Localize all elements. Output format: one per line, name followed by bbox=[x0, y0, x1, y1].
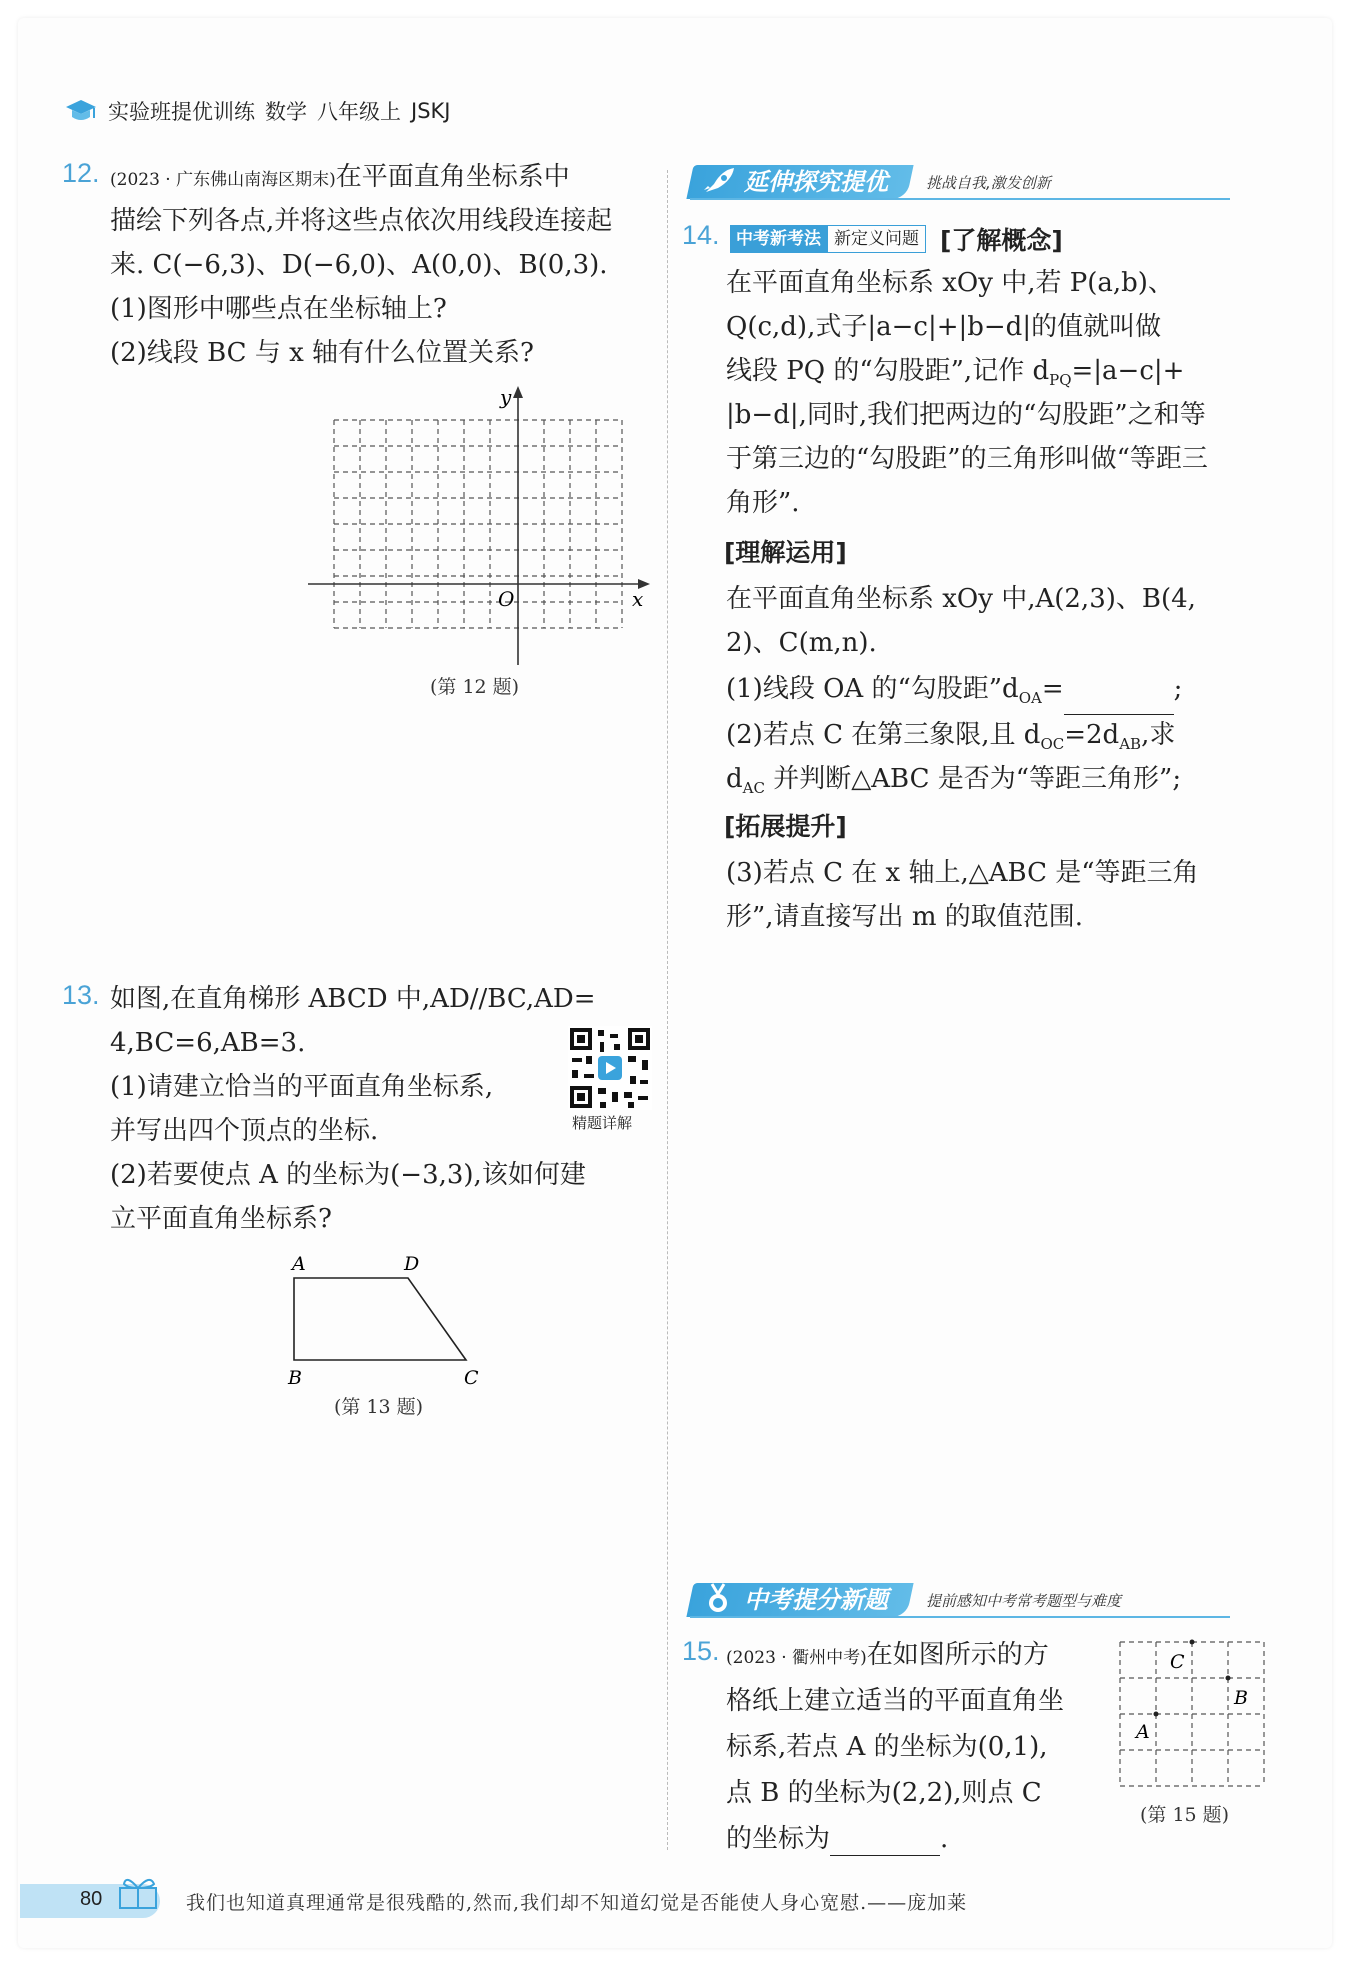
q13-trapezoid-figure bbox=[280, 1248, 500, 1388]
q14-part2 bbox=[726, 718, 1175, 761]
section-band-explore bbox=[690, 164, 1051, 200]
answer-blank[interactable] bbox=[1064, 686, 1174, 715]
edition-code: JSKJ bbox=[411, 99, 451, 123]
q14-subscript: AB bbox=[1119, 735, 1142, 754]
q14-text: 并判断△ABC 是否为“等距三角形”; bbox=[764, 764, 1182, 794]
q14-subscript: OA bbox=[1018, 689, 1042, 708]
q14-part3-cont: 形”,请直接写出 m 的取值范围. bbox=[726, 902, 1084, 932]
gift-box-icon bbox=[110, 1870, 170, 1914]
q15-text: . bbox=[940, 1824, 949, 1854]
point-label-c: C bbox=[1170, 1651, 1185, 1673]
question-number: 13. bbox=[62, 980, 100, 1010]
q14-concept-line: Q(c,d),式子|a−c|+|b−d|的值就叫做 bbox=[726, 312, 1162, 342]
q15-caption: (第 15 题) bbox=[1140, 1804, 1230, 1826]
q15-grid-lines bbox=[1120, 1642, 1264, 1786]
section-title: 延伸探究提优 bbox=[744, 168, 888, 196]
q14-apply-line: 在平面直角坐标系 xOy 中,A(2,3)、B(4, bbox=[726, 584, 1196, 614]
q14-tags bbox=[730, 221, 1063, 257]
footer-quote: 我们也知道真理通常是很残酷的,然而,我们却不知道幻觉是否能使人身心宽慰.——庞加莱 bbox=[186, 1892, 968, 1914]
q15-text-line: 标系,若点 A 的坐标为(0,1), bbox=[726, 1732, 1048, 1762]
q13-part2-cont: 立平面直角坐标系? bbox=[110, 1204, 332, 1234]
q12-text-line: 在平面直角坐标系中 bbox=[335, 162, 570, 192]
point-label-b: B bbox=[1234, 1687, 1248, 1709]
vertex-label-d: D bbox=[404, 1253, 420, 1275]
q15-first-line bbox=[726, 1638, 1049, 1675]
q14-text: = bbox=[1041, 674, 1064, 704]
q13-part1-cont: 并写出四个顶点的坐标. bbox=[110, 1116, 379, 1146]
q13-text-line: 如图,在直角梯形 ABCD 中,AD//BC,AD= bbox=[110, 984, 596, 1014]
grade-label: 八年级上 bbox=[317, 100, 401, 124]
q14-subscript: PQ bbox=[1049, 371, 1072, 390]
q15-grid-figure bbox=[1112, 1636, 1272, 1796]
q15-text-line bbox=[726, 1822, 948, 1856]
q15-text: 的坐标为 bbox=[726, 1824, 831, 1854]
q14-part3: (3)若点 C 在 x 轴上,△ABC 是“等距三角 bbox=[726, 858, 1199, 888]
q13-text-line: 4,BC=6,AB=3. bbox=[110, 1028, 306, 1058]
q14-concept-line bbox=[726, 354, 1184, 397]
question-number: 12. bbox=[62, 158, 100, 188]
x-axis-label: x bbox=[632, 587, 644, 611]
q12-source: (2023 · 广东佛山南海区期末) bbox=[110, 170, 336, 190]
q14-text: (1)线段 OA 的“勾股距”d bbox=[726, 674, 1019, 704]
heading-concept: [了解概念] bbox=[940, 226, 1063, 255]
section-subtitle: 提前感知中考常考题型与难度 bbox=[926, 1591, 1122, 1610]
heading-extend: [拓展提升] bbox=[724, 812, 847, 841]
heading-apply: [理解运用] bbox=[724, 538, 847, 567]
q14-text: (2)若点 C 在第三象限,且 d bbox=[726, 720, 1041, 750]
medal-icon bbox=[702, 1582, 736, 1616]
q14-concept-line: |b−d|,同时,我们把两边的“勾股距”之和等 bbox=[726, 400, 1206, 430]
section-underline bbox=[690, 1616, 1230, 1618]
q12-grid-lines bbox=[334, 420, 622, 628]
qr-code-icon[interactable] bbox=[568, 1026, 652, 1110]
origin-label: O bbox=[498, 587, 515, 611]
point-label-a: A bbox=[1136, 1721, 1150, 1743]
q12-grid-figure bbox=[300, 380, 660, 670]
q14-concept-line: 于第三边的“勾股距”的三角形叫做“等距三 bbox=[726, 444, 1208, 474]
q13-part1: (1)请建立恰当的平面直角坐标系, bbox=[110, 1072, 494, 1102]
q14-part1 bbox=[726, 672, 1182, 715]
q14-concept-line: 角形”. bbox=[726, 488, 800, 518]
point-a bbox=[1154, 1712, 1159, 1717]
point-c bbox=[1190, 1640, 1195, 1645]
qr-label: 精题详解 bbox=[572, 1114, 633, 1132]
series-title: 实验班提优训练 bbox=[108, 100, 255, 124]
answer-blank[interactable] bbox=[830, 1827, 940, 1856]
section-title: 中考提分新题 bbox=[744, 1586, 888, 1614]
q14-text: =2d bbox=[1064, 720, 1120, 750]
q14-subscript: OC bbox=[1040, 735, 1065, 754]
page-header bbox=[64, 94, 451, 128]
question-number: 14. bbox=[682, 220, 720, 250]
q12-text-line: 描绘下列各点,并将这些点依次用线段连接起 bbox=[110, 206, 613, 236]
q13-caption: (第 13 题) bbox=[334, 1396, 424, 1418]
q12-part2: (2)线段 BC 与 x 轴有什么位置关系? bbox=[110, 338, 534, 368]
q14-text: ,求 bbox=[1141, 720, 1176, 750]
q15-text-line: 格纸上建立适当的平面直角坐 bbox=[726, 1686, 1065, 1716]
y-axis-arrow bbox=[513, 386, 523, 398]
q14-part2-cont bbox=[726, 762, 1181, 805]
tag-new-definition: 新定义问题 bbox=[827, 225, 926, 253]
vertex-label-b: B bbox=[288, 1367, 302, 1388]
q13-part2: (2)若要使点 A 的坐标为(−3,3),该如何建 bbox=[110, 1160, 586, 1190]
q12-text-line: 来. C(−6,3)、D(−6,0)、A(0,0)、B(0,3). bbox=[110, 250, 608, 280]
section-underline bbox=[690, 198, 1230, 200]
q15-text-line: 点 B 的坐标为(2,2),则点 C bbox=[726, 1778, 1042, 1808]
q14-text: d bbox=[726, 764, 743, 794]
point-b bbox=[1226, 1676, 1231, 1681]
graduation-cap-icon bbox=[64, 96, 98, 126]
q14-concept-line: 在平面直角坐标系 xOy 中,若 P(a,b)、 bbox=[726, 268, 1174, 298]
q12-first-line bbox=[110, 160, 570, 197]
q14-text: 线段 PQ 的“勾股距”,记作 d bbox=[726, 356, 1050, 386]
section-subtitle: 挑战自我,激发创新 bbox=[926, 173, 1051, 192]
rocket-icon bbox=[700, 164, 740, 198]
q14-text: =|a−c|+ bbox=[1071, 356, 1185, 386]
q14-text: ; bbox=[1173, 674, 1183, 704]
q12-caption: (第 12 题) bbox=[430, 676, 520, 698]
vertex-label-a: A bbox=[292, 1253, 306, 1275]
q12-part1: (1)图形中哪些点在坐标轴上? bbox=[110, 294, 447, 324]
y-axis-label: y bbox=[500, 385, 512, 409]
vertex-label-c: C bbox=[464, 1367, 479, 1388]
question-number: 15. bbox=[682, 1636, 720, 1666]
q14-subscript: AC bbox=[742, 779, 765, 798]
q14-apply-line: 2)、C(m,n). bbox=[726, 628, 877, 658]
column-divider bbox=[667, 170, 668, 1850]
trapezoid-abcd bbox=[294, 1278, 466, 1360]
q15-source: (2023 · 衢州中考) bbox=[726, 1648, 867, 1668]
q15-text: 在如图所示的方 bbox=[866, 1640, 1049, 1670]
section-band-exam bbox=[690, 1582, 1121, 1618]
tag-exam-method: 中考新考法 bbox=[730, 225, 827, 253]
subject-label: 数学 bbox=[265, 100, 307, 124]
page-number: 80 bbox=[80, 1888, 103, 1910]
